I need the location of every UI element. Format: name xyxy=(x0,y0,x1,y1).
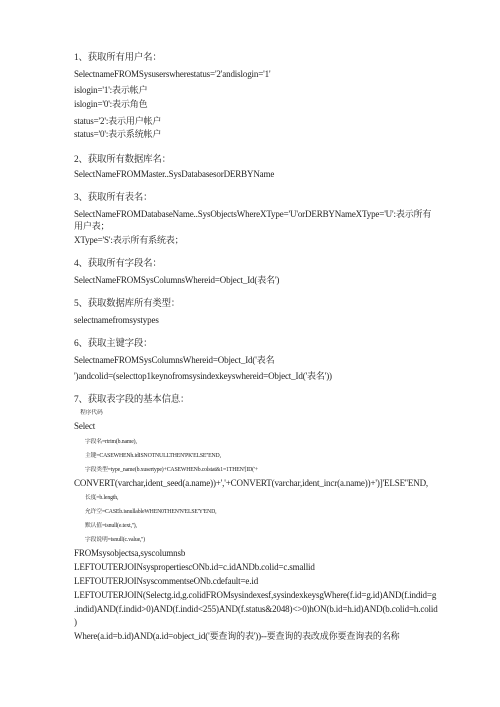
code-line: 字段名=rtrim(b.name), xyxy=(85,439,137,445)
code-line: 字段类型=type_name(b.xusertype)+CASEWHENb.colstat&1=1THEN'[ID('+ xyxy=(85,467,258,473)
code-line: LEFTOUTERJOIN(Selectg.id,g.colidFROMsysindexesf,sysindexkeysgWhere(f.id=g.id)AND(f.indid=g xyxy=(74,590,437,600)
code-line: 字段说明=isnull(c.value,'') xyxy=(85,537,145,543)
text-line: status='0':表示系统帐户 xyxy=(74,129,162,139)
code-line: 长度=b.length, xyxy=(85,495,119,501)
heading-1: 1、获取所有用户名： xyxy=(74,53,162,63)
code-line: .indid)AND(f.indid>0)AND(f.indid<255)AND(f.status&2048)<>0)hON(b.id=h.id)AND(b.colid=h.colid xyxy=(74,604,438,614)
heading-2: 2、获取所有数据库名： xyxy=(74,155,171,165)
text-line: 用户表； xyxy=(74,221,110,231)
code-line: 主键=CASEWHENh.idISNOTNULLTHEN'PK'ELSE''END, xyxy=(85,453,221,459)
code-line: ) xyxy=(74,617,77,627)
heading-7: 7、获取表字段的基本信息： xyxy=(74,395,190,405)
heading-5: 5、获取数据库所有类型： xyxy=(74,299,181,309)
code-line: SelectNameFROMMaster..SysDatabasesorDERBYName xyxy=(74,169,275,179)
heading-3: 3、获取所有表名： xyxy=(74,193,153,203)
code-line: LEFTOUTERJOINsyscommentseONb.cdefault=e.id xyxy=(74,576,259,586)
code-line: SelectNameFROMSysColumnsWhereid=Object_Id(表名') xyxy=(74,275,280,285)
code-line: Where(a.id=b.id)AND(a.id=object_id('要查询的表'))--要查询的表改成你要查询表的名称 xyxy=(74,631,400,641)
text-line: XType='S':表示所有系统表； xyxy=(74,235,184,245)
code-line: 默认值=isnull(e.text,''), xyxy=(85,523,137,529)
code-line: LEFTOUTERJOINsyspropertiescONb.id=c.idANDb.colid=c.smallid xyxy=(74,562,315,572)
code-line: SelectnameFROMSysuserswherestatus='2'andislogin='1' xyxy=(74,69,271,79)
code-line: FROMsysobjectsa,syscolumnsb xyxy=(74,548,186,558)
code-line: ')andcolid=(selecttop1keynofromsysindexkeyswhereid=Object_Id('表名')) xyxy=(74,371,332,381)
code-line: CONVERT(varchar,ident_seed(a.name))+','+CONVERT(varchar,ident_incr(a.name))+')]'ELSE''END, xyxy=(74,478,429,488)
text-line: status='2':表示用户帐户 xyxy=(74,116,162,126)
text-line: islogin='1':表示帐户 xyxy=(74,85,148,95)
heading-6: 6、获取主键字段： xyxy=(74,339,153,349)
heading-4: 4、获取所有字段名： xyxy=(74,259,162,269)
code-label: 程序代码 xyxy=(80,410,103,416)
code-line: SelectNameFROMDatabaseName..SysObjectsWhereXType='U'orDERBYNameXType='U':表示所有 xyxy=(74,209,432,219)
code-line: 允许空=CASEb.isnullableWHEN0THEN'N'ELSE'Y'END, xyxy=(85,509,217,515)
code-line: Select xyxy=(74,421,96,431)
code-line: selectnamefromsystypes xyxy=(74,315,159,325)
text-line: islogin='0':表示角色 xyxy=(74,99,148,109)
code-line: SelectnameFROMSysColumnsWhereid=Object_Id('表名 xyxy=(74,355,275,365)
